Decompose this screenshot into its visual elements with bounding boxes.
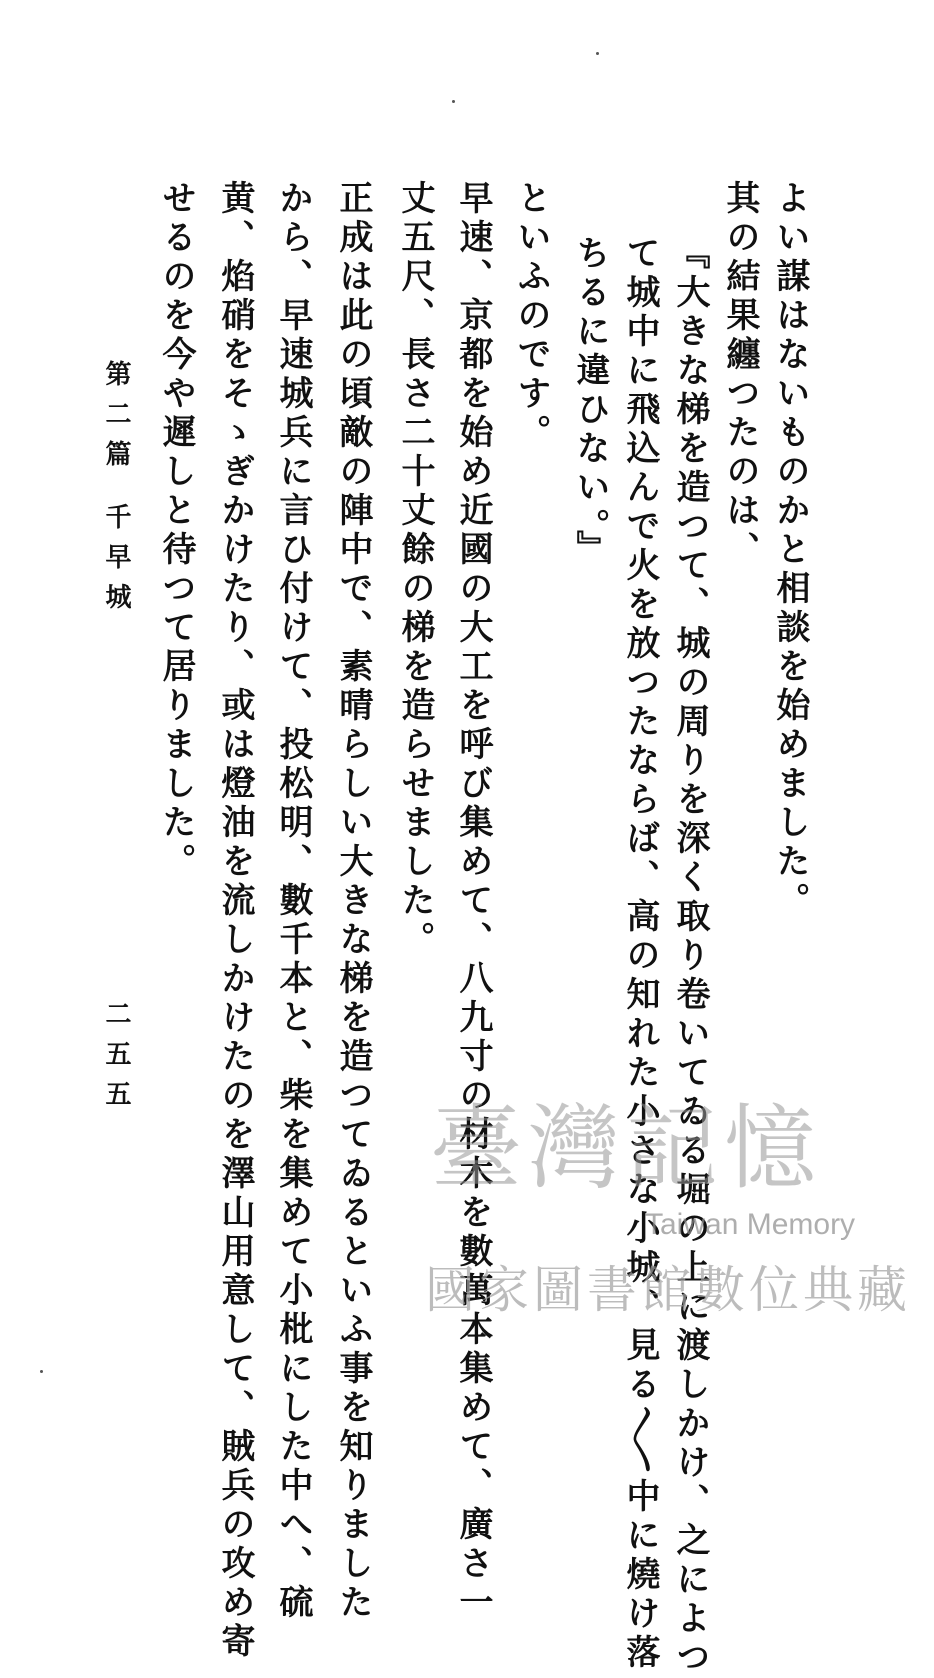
text-column: 『大きな梯を造つて、城の周りを深く取り卷いてゐる堀の上に渡しかけ、之によつ: [670, 235, 710, 1678]
scan-speck: [452, 100, 455, 103]
text-column: て城中に飛込んで火を放つたならば、高の知れた小さな小城、見る〳〵中に燒け落: [620, 235, 660, 1673]
page-number: 二五五: [101, 1000, 131, 1120]
text-column: よい謀はないものかと相談を始めました。: [770, 180, 810, 921]
text-column: 黄、焰硝をそゝぎかけたり、或は燈油を流しかけたのを澤山用意して、賊兵の攻め寄: [215, 180, 255, 1662]
text-column: から、早速城兵に言ひ付けて、投松明、數千本と、柴を集めて小枇にした中へ、硫: [273, 180, 313, 1623]
text-column: 其の結果纏つたのは、: [720, 180, 760, 570]
text-column: せるのを今や遲しと待つて居りました。: [156, 180, 196, 882]
watermark-library: 國家圖書館數位典藏: [425, 1261, 911, 1319]
text-column: 正成は此の頃敵の陣中で、素晴らしい大きな梯を造つてゐるといふ事を知りました: [333, 180, 373, 1623]
text-column: 丈五尺、長さ二十丈餘の梯を造らせました。: [395, 180, 435, 960]
scan-speck: [40, 1370, 43, 1373]
text-column: といふのです。: [511, 180, 551, 453]
text-column: ちるに違ひない。』: [570, 235, 610, 569]
watermark-logo: 臺灣記憶: [430, 1095, 823, 1202]
running-header: 第二篇 千早城: [101, 360, 131, 624]
watermark-english: Taiwan Memory: [645, 1208, 856, 1241]
scan-speck: [596, 52, 599, 55]
text-column: 早速、京都を始め近國の大工を呼び集めて、八九寸の材木を數萬本集めて、廣さ一: [453, 180, 493, 1623]
